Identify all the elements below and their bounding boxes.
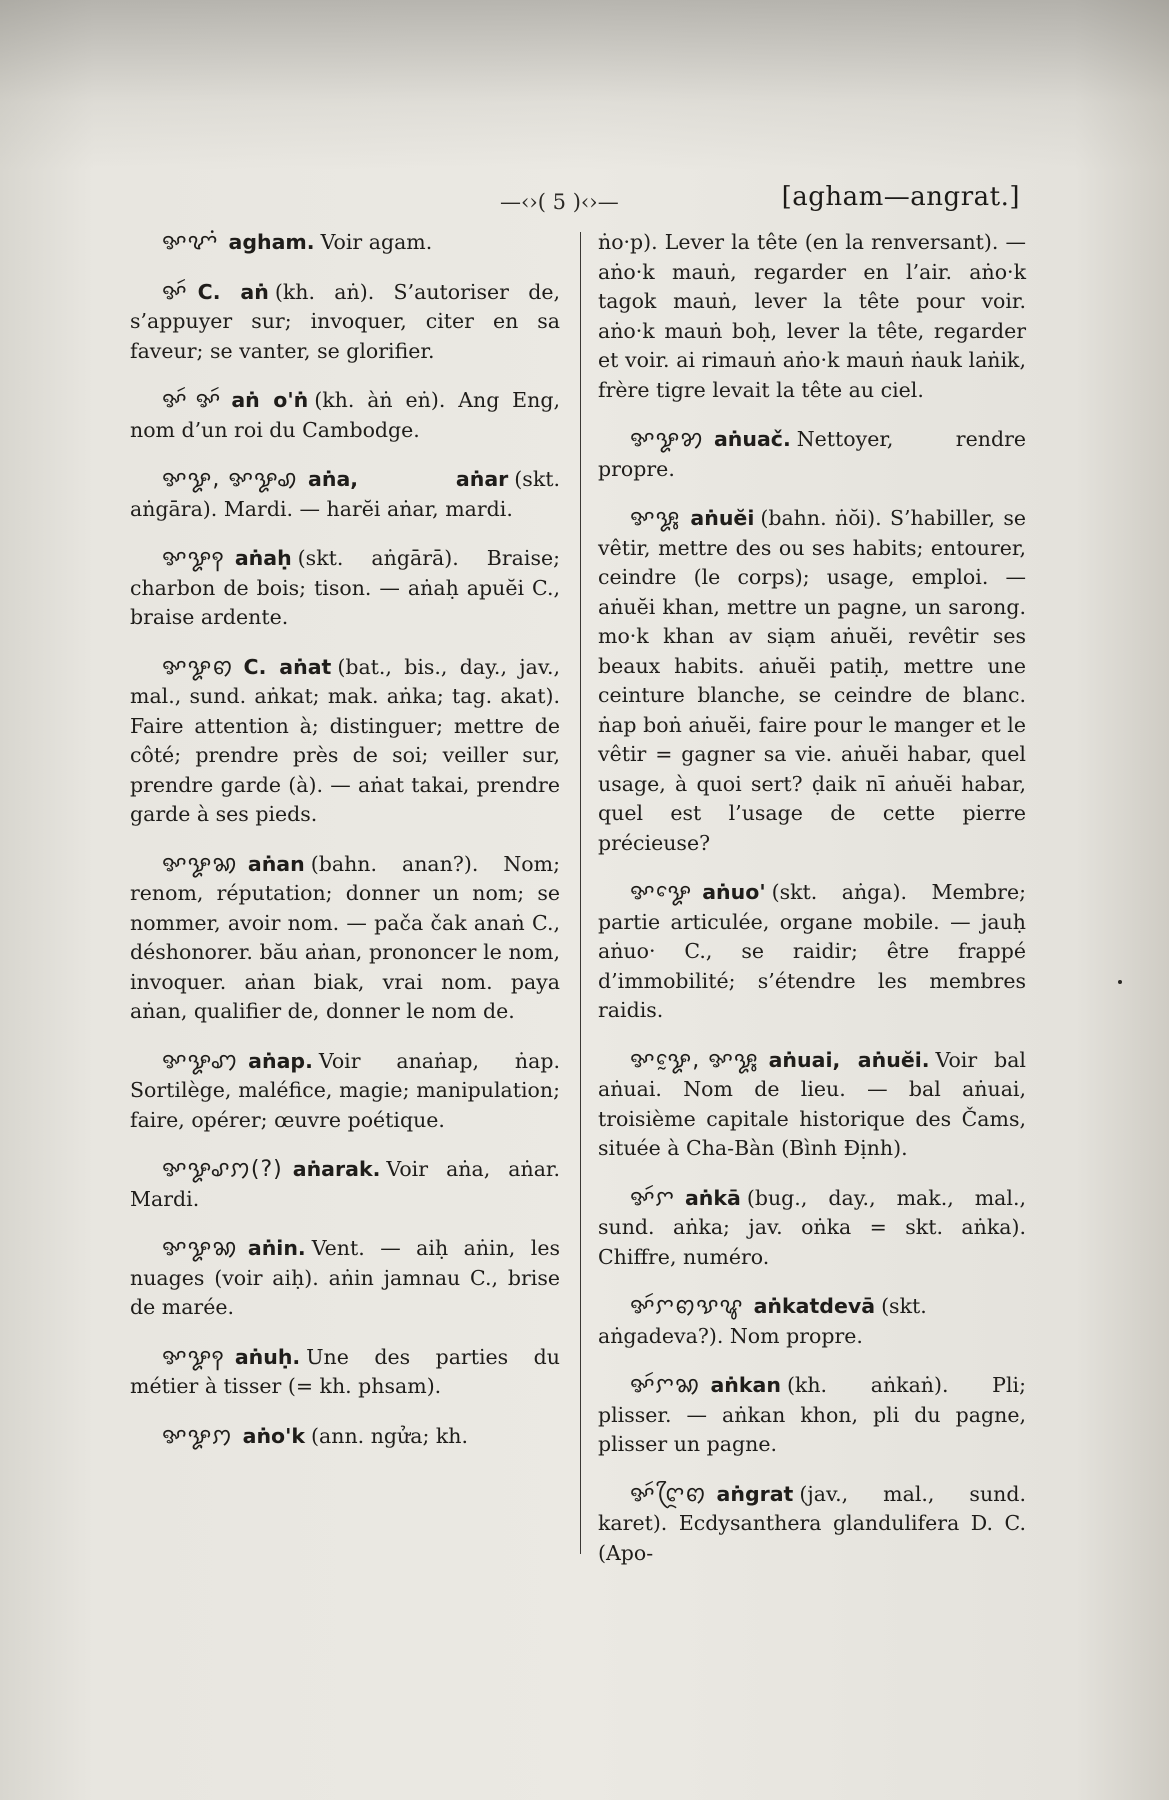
dictionary-entry <box>130 1422 560 1452</box>
dictionary-entry <box>598 878 1026 1026</box>
cham-script: ꨀꩃ <box>162 279 188 305</box>
ink-speck <box>1118 980 1122 984</box>
definition: Voir agam. <box>320 230 433 254</box>
headword: C. aṅat <box>243 654 332 679</box>
dictionary-entry <box>130 1234 560 1323</box>
definition: Une des parties du métier à tisser (= kh. phsam). <box>130 1344 560 1398</box>
running-head: [ agham—angrat. ] <box>778 182 1024 212</box>
definition: (skt. aṅgāra). Mardi. — harĕi aṅar, mardi. <box>130 467 560 521</box>
definition: (bahn. anan?). Nom; renom, réputation; donner un nom; se nommer, avoir nom. — pača čak anaṅ C., déshonorer. bău aṅan, prononcer le nom, invoquer. aṅan biak, vrai nom. paya aṅan, qualifier de, donner le nom de. <box>130 851 560 1023</box>
definition: (skt. aṅga). Membre; partie articulée, organe mobile. — jauḥ aṅuo· C., se raidir; être frappé d’immobilité; s’étendre les membres raidis. <box>598 880 1026 1022</box>
cham-script: ꨀꨋꩍ <box>162 546 225 571</box>
headword: aṅaḥ <box>234 546 292 570</box>
dictionary-entry <box>598 425 1026 484</box>
cham-script: ꨀꨋ, ꨀꨋꩉ <box>162 467 299 492</box>
dictionary-entry <box>130 278 560 367</box>
cham-script: ꨀꩃꨈꨴꩅ <box>630 1481 707 1507</box>
cham-script: ꨀꨉꩌ <box>162 230 219 255</box>
page-number: —‹›( 5 )‹›— <box>500 190 619 214</box>
definition: (bug., day., mak., mal., sund. aṅka; jav. oṅka = skt. aṅka). Chiffre, numéro. <box>598 1185 1026 1269</box>
dictionary-entry <box>130 228 560 258</box>
definition: Voir bal aṅuai. Nom de lieu. — bal aṅuai, troisième capitale historique des Čams, située à Cha-Bàn (Bình Định). <box>598 1047 1026 1160</box>
dictionary-entry <box>130 1047 560 1136</box>
headword: aṅuo' <box>702 880 766 904</box>
dictionary-entry <box>598 1480 1026 1569</box>
dictionary-entry <box>130 465 560 524</box>
cham-script: ꨀꩃ ꨀꩃ <box>162 388 222 413</box>
dictionary-entry <box>598 504 1026 858</box>
column-divider <box>580 232 581 1554</box>
headword: aṅkatdevā <box>753 1294 876 1318</box>
definition: (kh. àṅ eṅ). Ang Eng, nom d’un roi du Cambodge. <box>130 388 560 442</box>
headword: agham. <box>228 230 315 254</box>
definition: Voir anaṅap, ṅap. Sortilège, maléfice, magie; manipulation; faire, opérer; œuvre poétique. <box>130 1048 560 1132</box>
headword: aṅarak. <box>292 1157 381 1181</box>
cham-script: ꨀꨋꩆ <box>162 851 238 877</box>
cham-script: ꨀꨋꨰ, ꨀꨋꨶ <box>630 1047 759 1073</box>
definition: (bat., bis., day., jav., mal., sund. aṅkat; mak. aṅka; tag. akat). Faire attention à; distinguer; mettre de côté; prendre près de soi; veiller sur, prendre garde (à). — aṅat takai, prendre garde à ses pieds. <box>130 654 561 826</box>
page-header <box>490 182 1030 226</box>
definition: Vent. — aiḥ aṅin, les nuages (voir aiḥ). aṅin jamnau C., brise de marée. <box>130 1236 560 1319</box>
cham-script: ꨀꨋꩇ <box>162 1048 239 1074</box>
cham-script: ꨀꨋꩅ <box>162 654 234 680</box>
headword: aṅin. <box>247 1236 306 1260</box>
cham-script: ꨀꨋꩀ <box>162 1423 233 1449</box>
definition: (kh. aṅ). S’autoriser de, s’appuyer sur; invoquer, citer en sa faveur; se vanter, se glorifier. <box>130 279 560 363</box>
headword: aṅa, aṅar <box>308 467 509 491</box>
headword: C. aṅ <box>197 279 269 304</box>
right-column <box>598 228 1026 1588</box>
headword: aṅkan <box>710 1373 781 1397</box>
headword: aṅ o'ṅ <box>231 388 309 412</box>
definition: ṅo·p). Lever la tête (en la renversant). — aṅo·k mauṅ, regarder en l’air. aṅo·k tagok mauṅ, lever la tête pour voir. aṅo·k mauṅ boḥ, lever la tête, regarder et voir. ai rimauṅ aṅo·k mauṅ ṅauk laṅik, frère tigre levait la tête au ciel. <box>598 230 1026 402</box>
dictionary-entry <box>598 1371 1026 1460</box>
dictionary-entry <box>130 544 560 633</box>
definition: Nettoyer, rendre propre. <box>598 427 1026 481</box>
definition: Voir aṅa, aṅar. Mardi. <box>130 1157 560 1211</box>
definition: (ann. ngửa; kh. <box>311 1423 469 1448</box>
cham-script: ꨀꨋꨯ <box>630 880 693 905</box>
cham-script: ꨀꨋꨣꩀ(?) <box>162 1157 283 1182</box>
definition: (skt. aṅgadeva?). Nom propre. <box>598 1294 927 1348</box>
headword: aṅo'k <box>242 1423 306 1448</box>
headword: aṅuai, aṅuĕi. <box>768 1047 930 1072</box>
cham-script: ꨀꨋꩄ <box>630 427 704 452</box>
cham-script: ꨀꨋꩍ <box>162 1344 225 1370</box>
dictionary-entry <box>598 1046 1026 1164</box>
definition: (skt. aṅgārā). Braise; charbon de bois; tison. — aṅaḥ apuĕi C., braise ardente. <box>130 546 560 629</box>
dictionary-entry <box>598 1184 1026 1273</box>
headword: aṅgrat <box>716 1481 794 1506</box>
dictionary-entry <box>130 386 560 445</box>
page-shadow <box>0 0 1169 170</box>
cham-script: ꨀꩃꨆ <box>630 1185 675 1211</box>
headword: aṅkā <box>684 1185 741 1210</box>
headword: aṅuḥ. <box>234 1344 301 1369</box>
cham-script: ꨀꨋꨶ <box>630 506 681 531</box>
definition: (bahn. ṅŏi). S’habiller, se vêtir, mettre des ou ses habits; entourer, ceindre (le corps); usage, emploi. — aṅuĕi khan, mettre un pagne, un sarong. mo·k khan av siạm aṅuĕi, revêtir ses beaux habits. aṅuĕi patiḥ, mettre une ceinture blanche, se ceindre de blanc. ṅap boṅ aṅuĕi, faire pour le manger et le vêtir = gagner sa vie. aṅuĕi habar, quel usage, à quoi sert? ḍaik nī aṅuĕi habar, quel est l’usage de cette pierre précieuse? <box>598 506 1026 855</box>
dictionary-entry-continuation <box>598 228 1026 405</box>
headword: aṅuač. <box>713 427 791 451</box>
headword: aṅap. <box>248 1048 313 1073</box>
dictionary-entry <box>130 1155 560 1214</box>
dictionary-entry <box>130 653 560 830</box>
headword: aṅuĕi <box>690 506 755 530</box>
left-column <box>130 228 560 1471</box>
cham-script: ꨀꩃꨆꩆ <box>630 1373 701 1398</box>
cham-script: ꨀꩃꨆꩅꨕꨥ <box>630 1294 744 1319</box>
cham-script: ꨀꨋꩆ <box>162 1236 238 1261</box>
definition: (jav., mal., sund. karet). Ecdysanthera glandulifera D. C. (Apo- <box>598 1481 1026 1565</box>
dictionary-entry <box>130 850 560 1027</box>
dictionary-entry <box>598 1292 1026 1351</box>
definition: (kh. aṅkaṅ). Pli; plisser. — aṅkan khon, pli du pagne, plisser un pagne. <box>598 1373 1026 1456</box>
headword: aṅan <box>247 851 305 876</box>
dictionary-entry <box>130 1343 560 1402</box>
